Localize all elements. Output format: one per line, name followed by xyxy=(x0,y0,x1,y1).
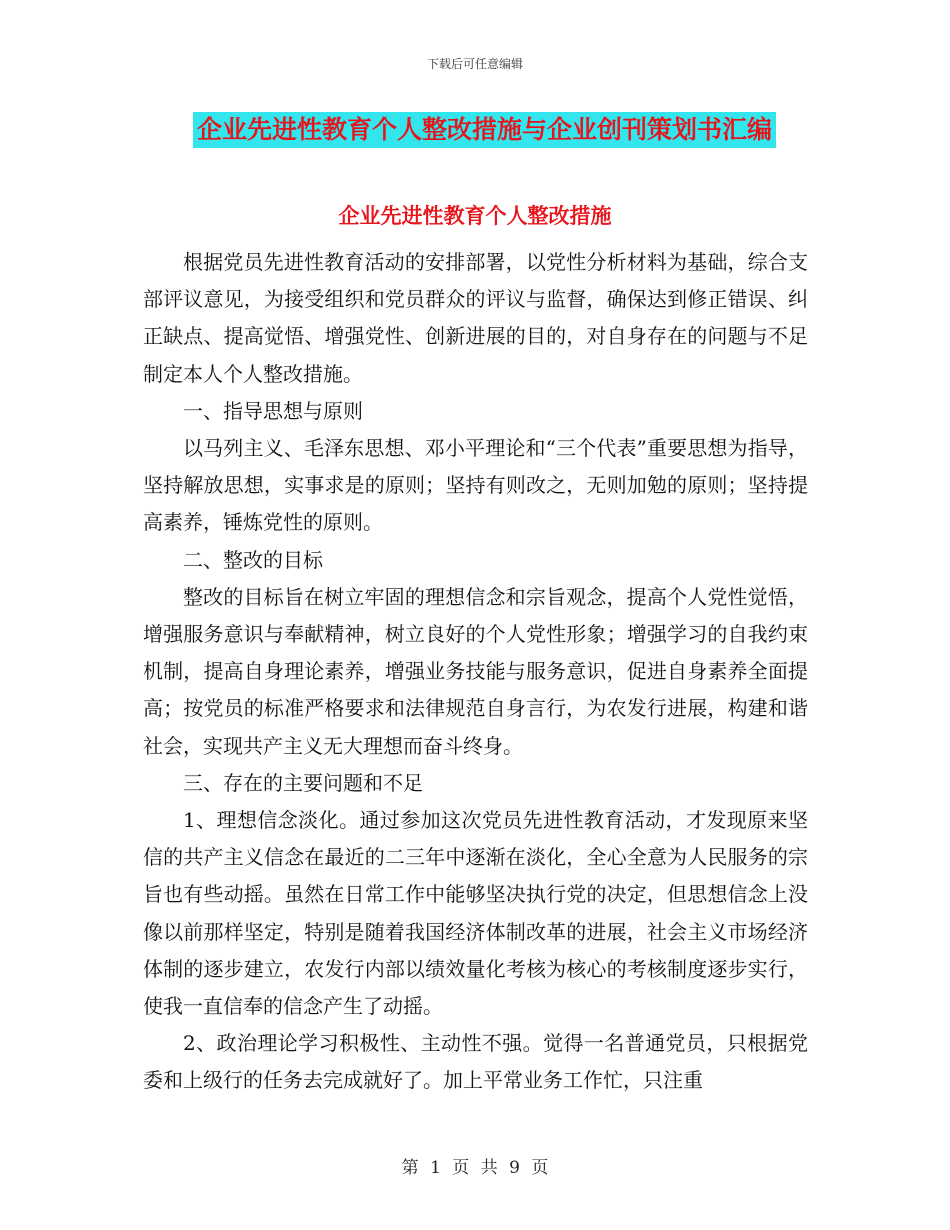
paragraph-guiding-principles: 以马列主义、毛泽东思想、邓小平理论和“三个代表”重要思想为指导，坚持解放思想，实事求是的原则；坚持有则改之，无则加勉的原则；坚持提高素养，锤炼党性的原则。 xyxy=(143,436,808,535)
document-body xyxy=(143,244,808,1100)
page-footer: 第 1 页 共 9 页 xyxy=(401,1158,549,1178)
paragraph-rectification-goals: 整改的目标旨在树立牢固的理想信念和宗旨观念，提高个人党性觉悟，增强服务意识与奉献精神，树立良好的个人党性形象；增强学习的自我约束机制，提高自身理论素养，增强业务技能与服务意识，促进自身素养全面提高；按党员的标准严格要求和法律规范自身言行，为农发行进展，构建和谐社会，实现共产主义无大理想而奋斗终身。 xyxy=(143,584,808,758)
document-main-title: 企业先进性教育个人整改措施与企业创刊策划书汇编 xyxy=(193,112,776,148)
paragraph-problem-1: 1、理想信念淡化。通过参加这次党员先进性教育活动，才发现原来坚信的共产主义信念在最近的二三年中逐渐在淡化，全心全意为人民服务的宗旨也有些动摇。虽然在日常工作中能够坚决执行党的决定，但思想信念上没像以前那样坚定，特别是随着我国经济体制改革的进展，社会主义市场经济体制的逐步建立，农发行内部以绩效量化考核为核心的考核制度逐步实行，使我一直信奉的信念产生了动摇。 xyxy=(143,808,808,1019)
header-note: 下载后可任意编辑 xyxy=(426,57,523,71)
paragraph-problem-2: 2、政治理论学习积极性、主动性不强。觉得一名普通党员，只根据党委和上级行的任务去完成就好了。加上平常业务工作忙，只注重 xyxy=(143,1031,808,1093)
heading-rectification-goals: 二、整改的目标 xyxy=(183,547,323,572)
section-title: 企业先进性教育个人整改措施 xyxy=(338,204,612,228)
paragraph-intro: 根据党员先进性教育活动的安排部署，以党性分析材料为基础，综合支部评议意见，为接受组织和党员群众的评议与监督，确保达到修正错误、纠正缺点、提高觉悟、增强党性、创新进展的目的，对自身存在的问题与不足制定本人个人整改措施。 xyxy=(143,250,808,386)
heading-guiding-principles: 一、指导思想与原则 xyxy=(183,398,363,423)
heading-main-problems: 三、存在的主要问题和不足 xyxy=(183,770,423,795)
